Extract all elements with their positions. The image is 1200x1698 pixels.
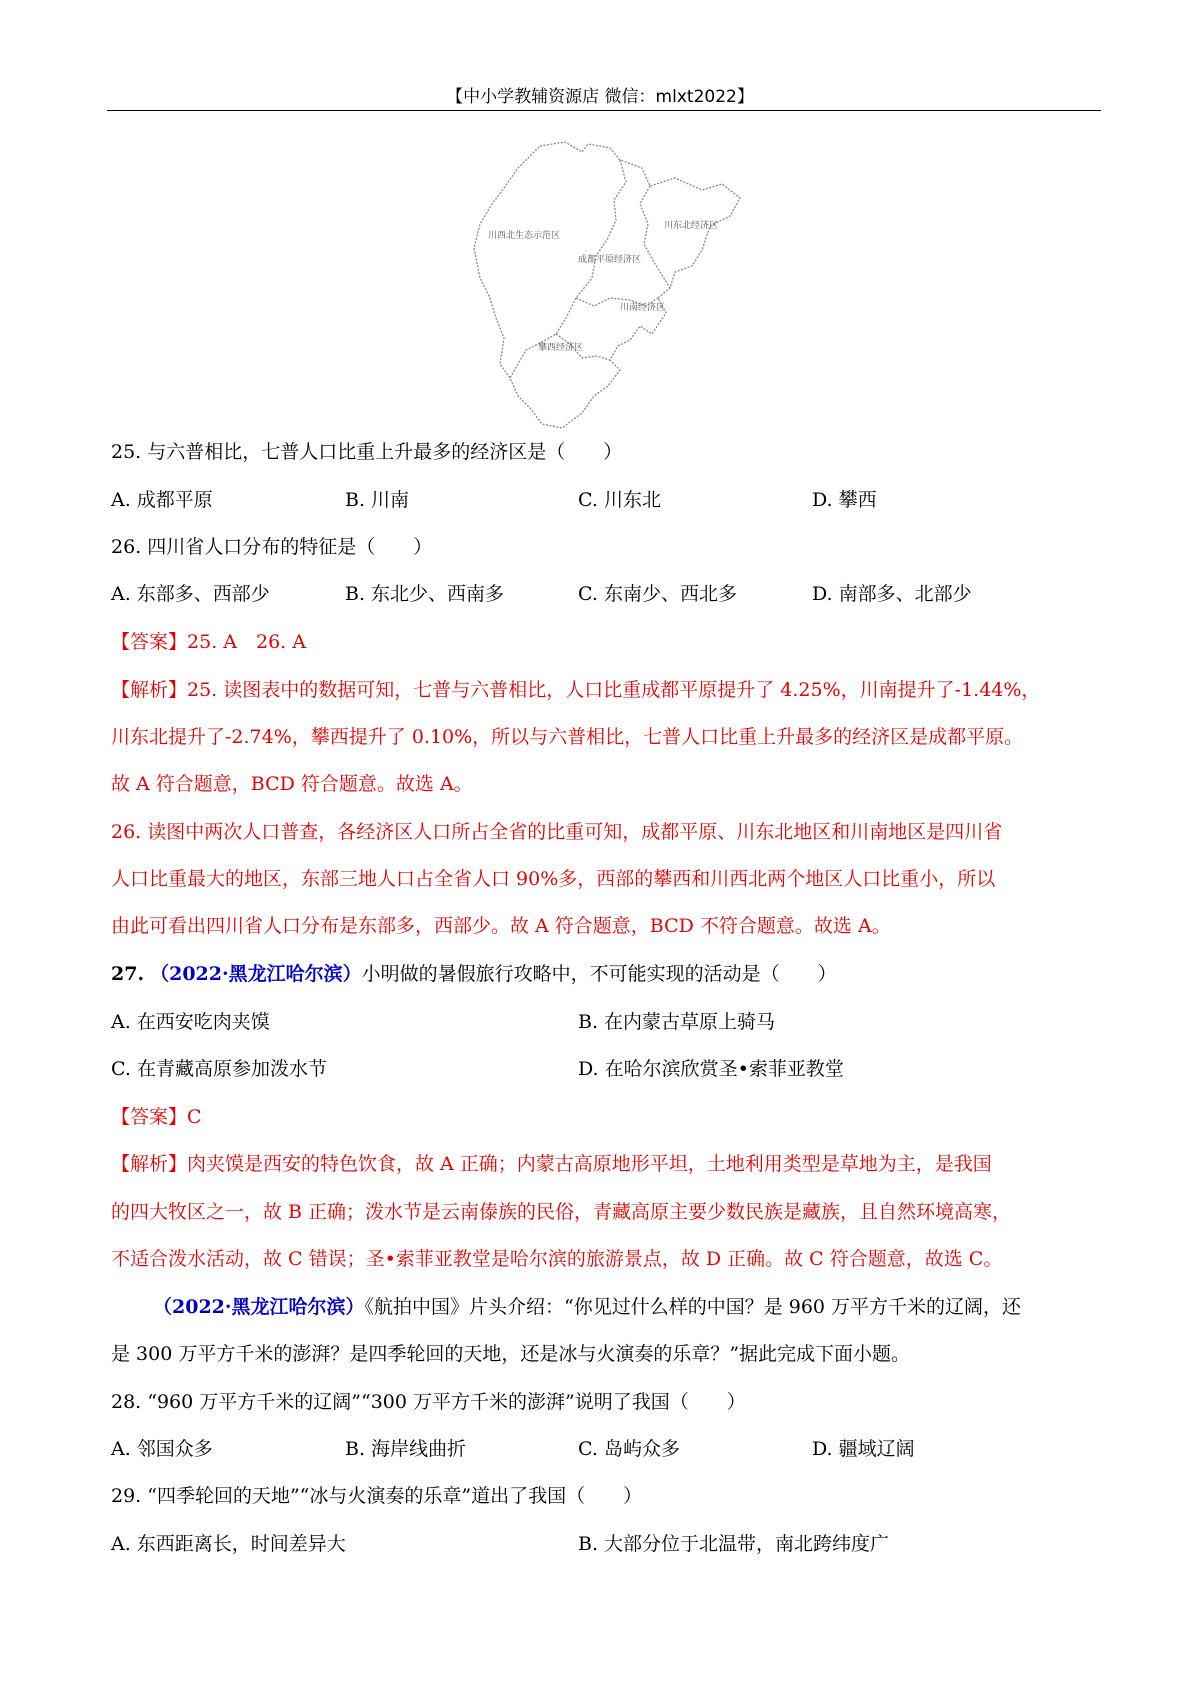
province-outline xyxy=(474,142,740,428)
q27-option-d: D. 在哈尔滨欣赏圣•索菲亚教堂 xyxy=(578,1058,844,1080)
answer-label: 【答案】 xyxy=(111,1106,188,1128)
sichuan-economic-zone-map xyxy=(470,138,788,433)
explanation-1-line-1: 【解析】25. 读图表中的数据可知，七普与六普相比，人口比重成都平原提升了 4.25%，川南提升了-1.44%， xyxy=(111,679,1041,701)
intro-text: 《航拍中国》片头介绍：“你见过什么样的中国？是 960 万平方千米的辽阔，还 xyxy=(364,1296,1022,1318)
q29-option-b: B. 大部分位于北温带，南北跨纬度广 xyxy=(578,1533,890,1555)
intro-line-1 xyxy=(153,1293,1021,1321)
explanation-1-line-5: 人口比重最大的地区，东部三地人口占全省人口 90%多，西部的攀西和川西北两个地区人口比重小，所以 xyxy=(111,868,996,890)
q28-stem: 28. “960 万平方千米的辽阔”“300 万平方千米的澎湃”说明了我国（ ） xyxy=(111,1391,746,1413)
page-header: 【中小学教辅资源店 微信：mlxt2022】 xyxy=(446,87,754,107)
explanation-1-line-4: 26. 读图中两次人口普查，各经济区人口所占全省的比重可知，成都平原、川东北地区和川南地区是四川省 xyxy=(111,821,1003,843)
explanation-2-line-2: 的四大牧区之一，故 B 正确；泼水节是云南傣族的民俗，青藏高原主要少数民族是藏族，且自然环境高寒， xyxy=(111,1201,1012,1223)
q27-text: 小明做的暑假旅行攻略中，不可能实现的活动是（ ） xyxy=(361,963,837,985)
q29-stem: 29. “四季轮回的天地”“冰与火演奏的乐章”道出了我国（ ） xyxy=(111,1485,643,1507)
answer-value: C xyxy=(187,1106,202,1128)
q27-number: 27. xyxy=(111,963,145,985)
q28-option-d: D. 疆域辽阔 xyxy=(812,1438,915,1460)
map-label-chuandongbei: 川东北经济区 xyxy=(664,221,719,231)
q26-option-a: A. 东部多、西部少 xyxy=(111,583,270,605)
answer-2 xyxy=(111,1103,202,1131)
answer-label: 【答案】 xyxy=(111,631,188,653)
q25-option-c: C. 川东北 xyxy=(578,489,661,511)
q26-option-b: B. 东北少、西南多 xyxy=(345,583,505,605)
q29-option-a: A. 东西距离长，时间差异大 xyxy=(111,1533,346,1555)
q27-option-a: A. 在西安吃肉夹馍 xyxy=(111,1011,270,1033)
q28-option-b: B. 海岸线曲折 xyxy=(345,1438,467,1460)
explanation-2-line-1: 【解析】肉夹馍是西安的特色饮食，故 A 正确；内蒙古高原地形平坦，土地利用类型是草地为主，是我国 xyxy=(111,1153,992,1175)
q27-option-b: B. 在内蒙古草原上骑马 xyxy=(578,1011,776,1033)
q27-source: （2022·黑龙江哈尔滨） xyxy=(150,963,362,985)
q28-option-c: C. 岛屿众多 xyxy=(578,1438,680,1460)
explanation-1-line-2: 川东北提升了-2.74%，攀西提升了 0.10%，所以与六普相比，七普人口比重上升最多的经济区是成都平原。 xyxy=(111,726,1024,748)
answer-value: 25. A 26. A xyxy=(187,631,306,653)
map-label-chuannan: 川南经济区 xyxy=(620,303,666,313)
intro-source: （2022·黑龙江哈尔滨） xyxy=(153,1296,365,1318)
map-label-chengdu: 成都平原经济区 xyxy=(578,255,642,265)
explanation-1-line-3: 故 A 符合题意，BCD 符合题意。故选 A。 xyxy=(111,773,473,795)
zone-border xyxy=(640,186,670,288)
q25-option-d: D. 攀西 xyxy=(812,489,877,511)
q25-option-b: B. 川南 xyxy=(345,489,410,511)
q27-stem xyxy=(111,960,837,988)
map-label-chuanxibei: 川西北生态示范区 xyxy=(488,231,561,241)
q26-option-d: D. 南部多、北部少 xyxy=(812,583,972,605)
explanation-1-line-6: 由此可看出四川省人口分布是东部多，西部少。故 A 符合题意，BCD 不符合题意。故选 A。 xyxy=(111,915,891,937)
q27-option-c: C. 在青藏高原参加泼水节 xyxy=(111,1058,327,1080)
q26-stem: 26. 四川省人口分布的特征是（ ） xyxy=(111,536,433,558)
q25-option-a: A. 成都平原 xyxy=(111,489,213,511)
answer-1 xyxy=(111,628,306,656)
explanation-2-line-3: 不适合泼水活动，故 C 错误；圣•索菲亚教堂是哈尔滨的旅游景点，故 D 正确。故 C 符合题意，故选 C。 xyxy=(111,1248,1003,1270)
q25-stem: 25. 与六普相比，七普人口比重上升最多的经济区是（ ） xyxy=(111,441,623,463)
q28-option-a: A. 邻国众多 xyxy=(111,1438,213,1460)
header-rule xyxy=(107,110,1101,111)
q26-option-c: C. 东南少、西北多 xyxy=(578,583,737,605)
map-label-panxi: 攀西经济区 xyxy=(538,343,584,353)
intro-line-2: 是 300 万平方千米的澎湃？是四季轮回的天地，还是冰与火演奏的乐章？”据此完成下面小题。 xyxy=(111,1343,911,1365)
